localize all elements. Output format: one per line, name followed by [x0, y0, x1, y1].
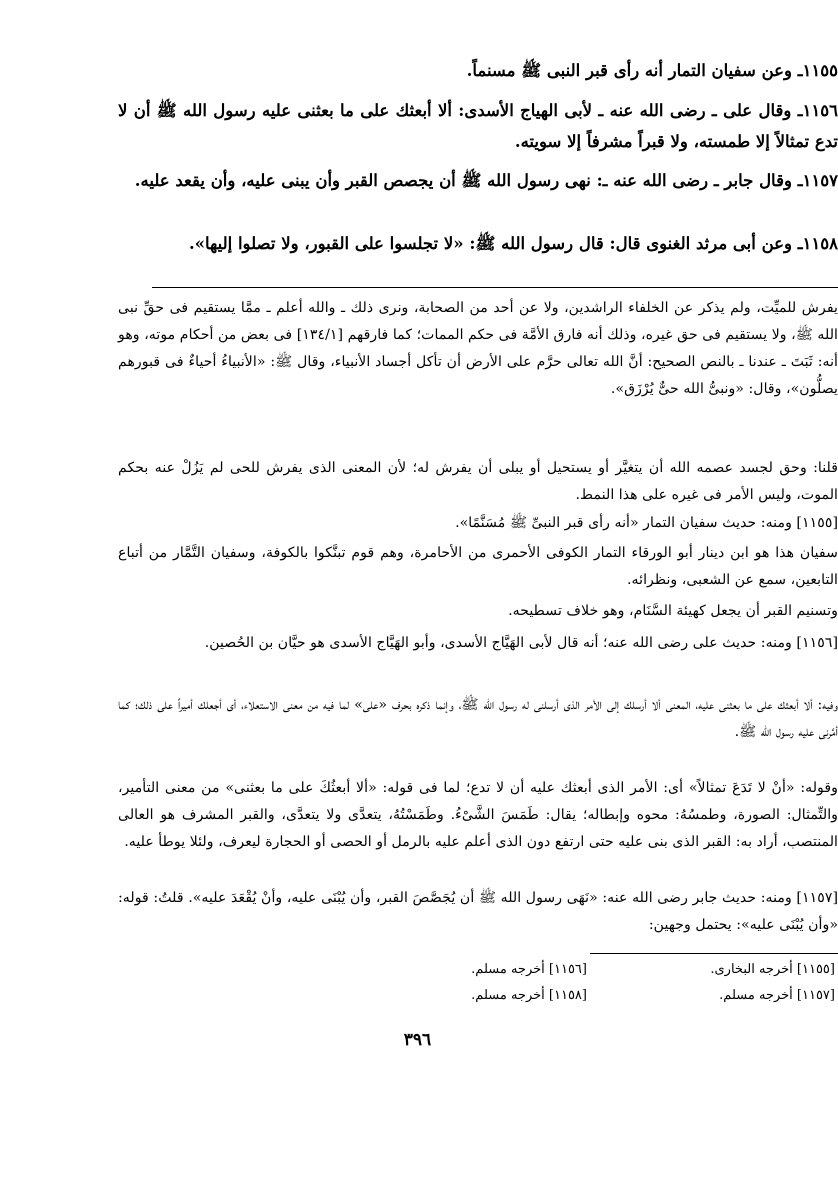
commentary-paragraph: سفيان هذا هو ابن دينار أبو الورقاء التمار الكوفى الأحمرى من الأحامرة، وهم قوم تبنَّكوا بالكوفة، وسفيان التَّمَّار من أتباع التابعين، سمع عن الشعبى، ونظرائه.: [118, 545, 838, 588]
commentary-paragraph: [١١٥٥] ومنه: حديث سفيان التمار «أنه رأى قبر النبىِّ ﷺ مُسَنَّمًا».: [455, 515, 838, 531]
commentary-paragraph: وفيه: ألا أبعثك على ما بعثنى عليه، المعنى ألا أرسلك إلى الأمر الذى أرسلنى له رسول الله ﷺ، وإنما ذكره بحرف «على» لما فيه من معنى الاستعلاء، أى أجعلك أميراً على ذلك؛ كما أمَّرنى عليه رسول الله ﷺ.: [118, 697, 838, 740]
hadith-text: وقال على ـ رضى الله عنه ـ لأبى الهياج الأسدى: ألا أبعثك على ما بعثنى عليه رسول الله ﷺ أن لا تدع تمثالاً إلا طمسته، ولا قبراً مشرفاً إلا سويته.: [118, 101, 838, 151]
hadith-1158: ١١٥٨ـ وعن أبى مرثد الغنوى قال: قال رسول الله ﷺ: «لا تجلسوا على القبور، ولا تصلوا إليها».: [188, 234, 838, 253]
commentary-paragraph: [١١٥٧] ومنه: حديث جابر رضى الله عنه: «نَهَى رسول الله ﷺ أن يُجَصَّصَ القبر، وأن يُبْنَى عليه، وأنْ يُقْعَدَ عليه». قلتُ: قوله: «وأن يُبْنَى عليه»: يحتمل وجهين:: [118, 890, 838, 933]
section-divider: [152, 287, 838, 288]
page-number: ٣٩٦: [403, 1030, 432, 1050]
footnote: [١١٥٨] أخرجه مسلم.: [471, 988, 587, 1003]
hadith-1157: ١١٥٧ـ وقال جابر ـ رضى الله عنه ـ: نهى رسول الله ﷺ أن يجصص القبر وأن يبنى عليه، وأن يقعد عليه.: [134, 171, 838, 190]
commentary-paragraph: قلنا: وحق لجسد عصمه الله أن يتغيَّر أو يستحيل أو يبلى أن يفرش له؛ لأن المعنى الذى يفرش للحى لم يَزُلْ عنه بحكم الموت، وليس الأمر فى غيره على هذا النمط.: [118, 460, 838, 503]
hadith-number: ١١٥٦: [802, 101, 838, 120]
commentary-paragraph: يفرش للميِّت، ولم يذكر عن الخلفاء الراشدين، ولا عن أحد من الصحابة، ونرى ذلك ـ والله أعلم ـ ممَّا يستقيم فى حقِّ نبى الله ﷺ، ولا يستقيم فى حق غيره، وذلك أنه فارق الأمَّة فى حكم الممات؛ كما فارقهم [١٣٤/١] فى بعض من أحكام موته، وهو أنه: ثَبَتَ ـ عندنا ـ بالنص الصحيح: أنَّ الله تعالى حرَّم على الأرض أن تأكل أجساد الأنبياء، وقال ﷺ: «الأنبياءُ أحياءٌ فى قبورهم يصلُّون»، وقال: «ونبىُّ الله حىٌّ يُرْزَق».: [118, 300, 838, 397]
hadith-1155: ١١٥٥ـ وعن سفيان التمار أنه رأى قبر النبى ﷺ مسنماً.: [466, 61, 838, 80]
commentary-paragraph: [١١٥٦] ومنه: حديث على رضى الله عنه؛ أنه قال لأبى الهَيَّاج الأسدى، وأبو الهَيَّاج الأسدى هو حيَّان بن الحُصين.: [204, 635, 838, 651]
commentary-paragraph: وتسنيم القبر أن يجعل كهيئة السَّنَام، وهو خلاف تسطيحه.: [508, 603, 838, 619]
hadith-text: وعن أبى مرثد الغنوى قال: قال رسول الله ﷺ: «لا تجلسوا على القبور، ولا تصلوا إليها».: [188, 234, 792, 253]
footnote-divider: [590, 953, 838, 954]
hadith-text: وعن سفيان التمار أنه رأى قبر النبى ﷺ مسنماً.: [466, 61, 792, 80]
footnote: [١١٥٥] أخرجه البخارى.: [710, 962, 835, 977]
commentary-paragraph: وقوله: «أنْ لا تَدَعَ تمثالاً» أى: الأمر الذى أبعثك عليه أن لا تدع؛ لما فى قوله: «ألا أبعثُكَ على ما بعثنى» من معنى التأمير، والتِّمثال: الصورة، وطمسُهُ: محوه وإبطاله؛ يقال: طَمَسَ الشَّىْءُ. وطَمَسْتُهُ، يتعدَّى ولا يتعدَّى، والقبر المشرف هو العالى المنتصب، أراد به: القبر الذى بنى عليه حتى ارتفع دون الذى أعلم عليه بالرمل أو الحصى أو الحجارة ليعرف، ولئلا يوطأ عليه.: [118, 780, 838, 850]
hadith-text: وقال جابر ـ رضى الله عنه ـ: نهى رسول الله ﷺ أن يجصص القبر وأن يبنى عليه، وأن يقعد عليه.: [134, 171, 792, 190]
footnote: [١١٥٦] أخرجه مسلم.: [471, 962, 587, 977]
footnote: [١١٥٧] أخرجه مسلم.: [719, 988, 835, 1003]
hadith-1156: ١١٥٦ـ وقال على ـ رضى الله عنه ـ لأبى الهياج الأسدى: ألا أبعثك على ما بعثنى عليه رسول الله ﷺ أن لا تدع تمثالاً إلا طمسته، ولا قبراً مشرفاً إلا سويته.: [118, 101, 838, 151]
hadith-number: ١١٥٥: [802, 61, 838, 80]
hadith-number: ١١٥٨: [802, 234, 838, 253]
hadith-number: ١١٥٧: [802, 171, 838, 190]
